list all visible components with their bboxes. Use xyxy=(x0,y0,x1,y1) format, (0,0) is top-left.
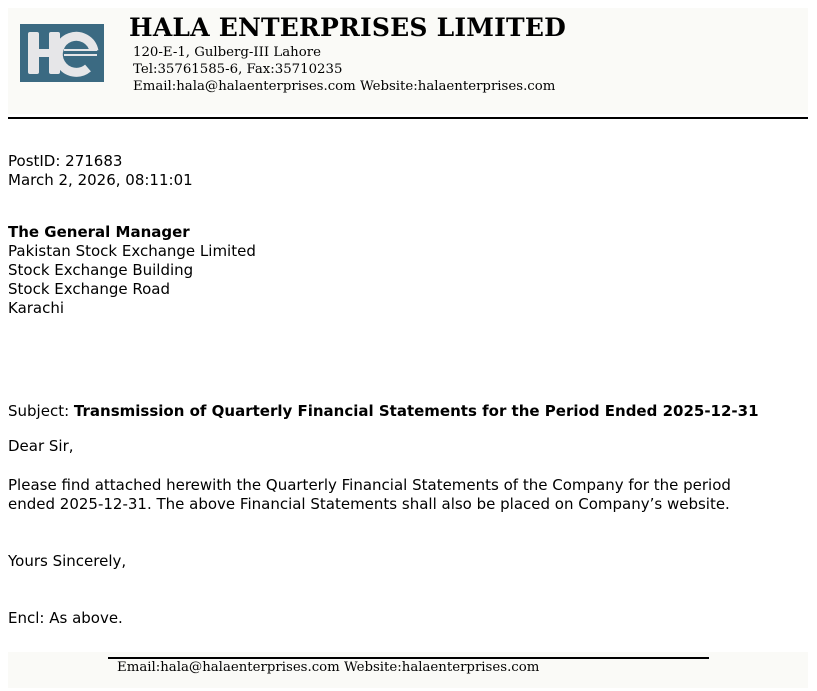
header-divider xyxy=(8,117,808,119)
subject-line xyxy=(8,402,759,421)
company-email-website: Email:hala@halaenterprises.com Website:halaenterprises.com xyxy=(133,79,556,94)
salutation: Dear Sir, xyxy=(8,437,74,455)
recipient-line: Stock Exchange Road xyxy=(8,280,170,298)
body-line: Please find attached herewith the Quarterly Financial Statements of the Company for the period xyxy=(8,476,731,494)
post-id: PostID: 271683 xyxy=(8,152,123,170)
subject-label: Subject: xyxy=(8,402,74,420)
company-address: 120-E-1, Gulberg-III Lahore xyxy=(133,45,321,60)
recipient-line: Karachi xyxy=(8,299,65,317)
post-datetime: March 2, 2026, 08:11:01 xyxy=(8,171,193,189)
company-phone-fax: Tel:35761585-6, Fax:35710235 xyxy=(133,62,343,77)
enclosure: Encl: As above. xyxy=(8,609,123,627)
subject-text: Transmission of Quarterly Financial Statements for the Period Ended 2025-12-31 xyxy=(73,402,759,420)
company-name: HALA ENTERPRISES LIMITED xyxy=(129,13,566,42)
letterhead xyxy=(8,8,808,114)
footer-email-website: Email:hala@halaenterprises.com Website:halaenterprises.com xyxy=(117,660,540,675)
recipient-line: Pakistan Stock Exchange Limited xyxy=(8,242,256,260)
footer-divider xyxy=(108,657,709,659)
he-monogram-logo-icon xyxy=(20,24,104,82)
letter-footer xyxy=(8,652,808,688)
closing: Yours Sincerely, xyxy=(8,552,127,570)
recipient-line: Stock Exchange Building xyxy=(8,261,194,279)
body-line: ended 2025-12-31. The above Financial Statements shall also be placed on Company’s website. xyxy=(8,495,730,513)
recipient-title: The General Manager xyxy=(8,223,190,241)
